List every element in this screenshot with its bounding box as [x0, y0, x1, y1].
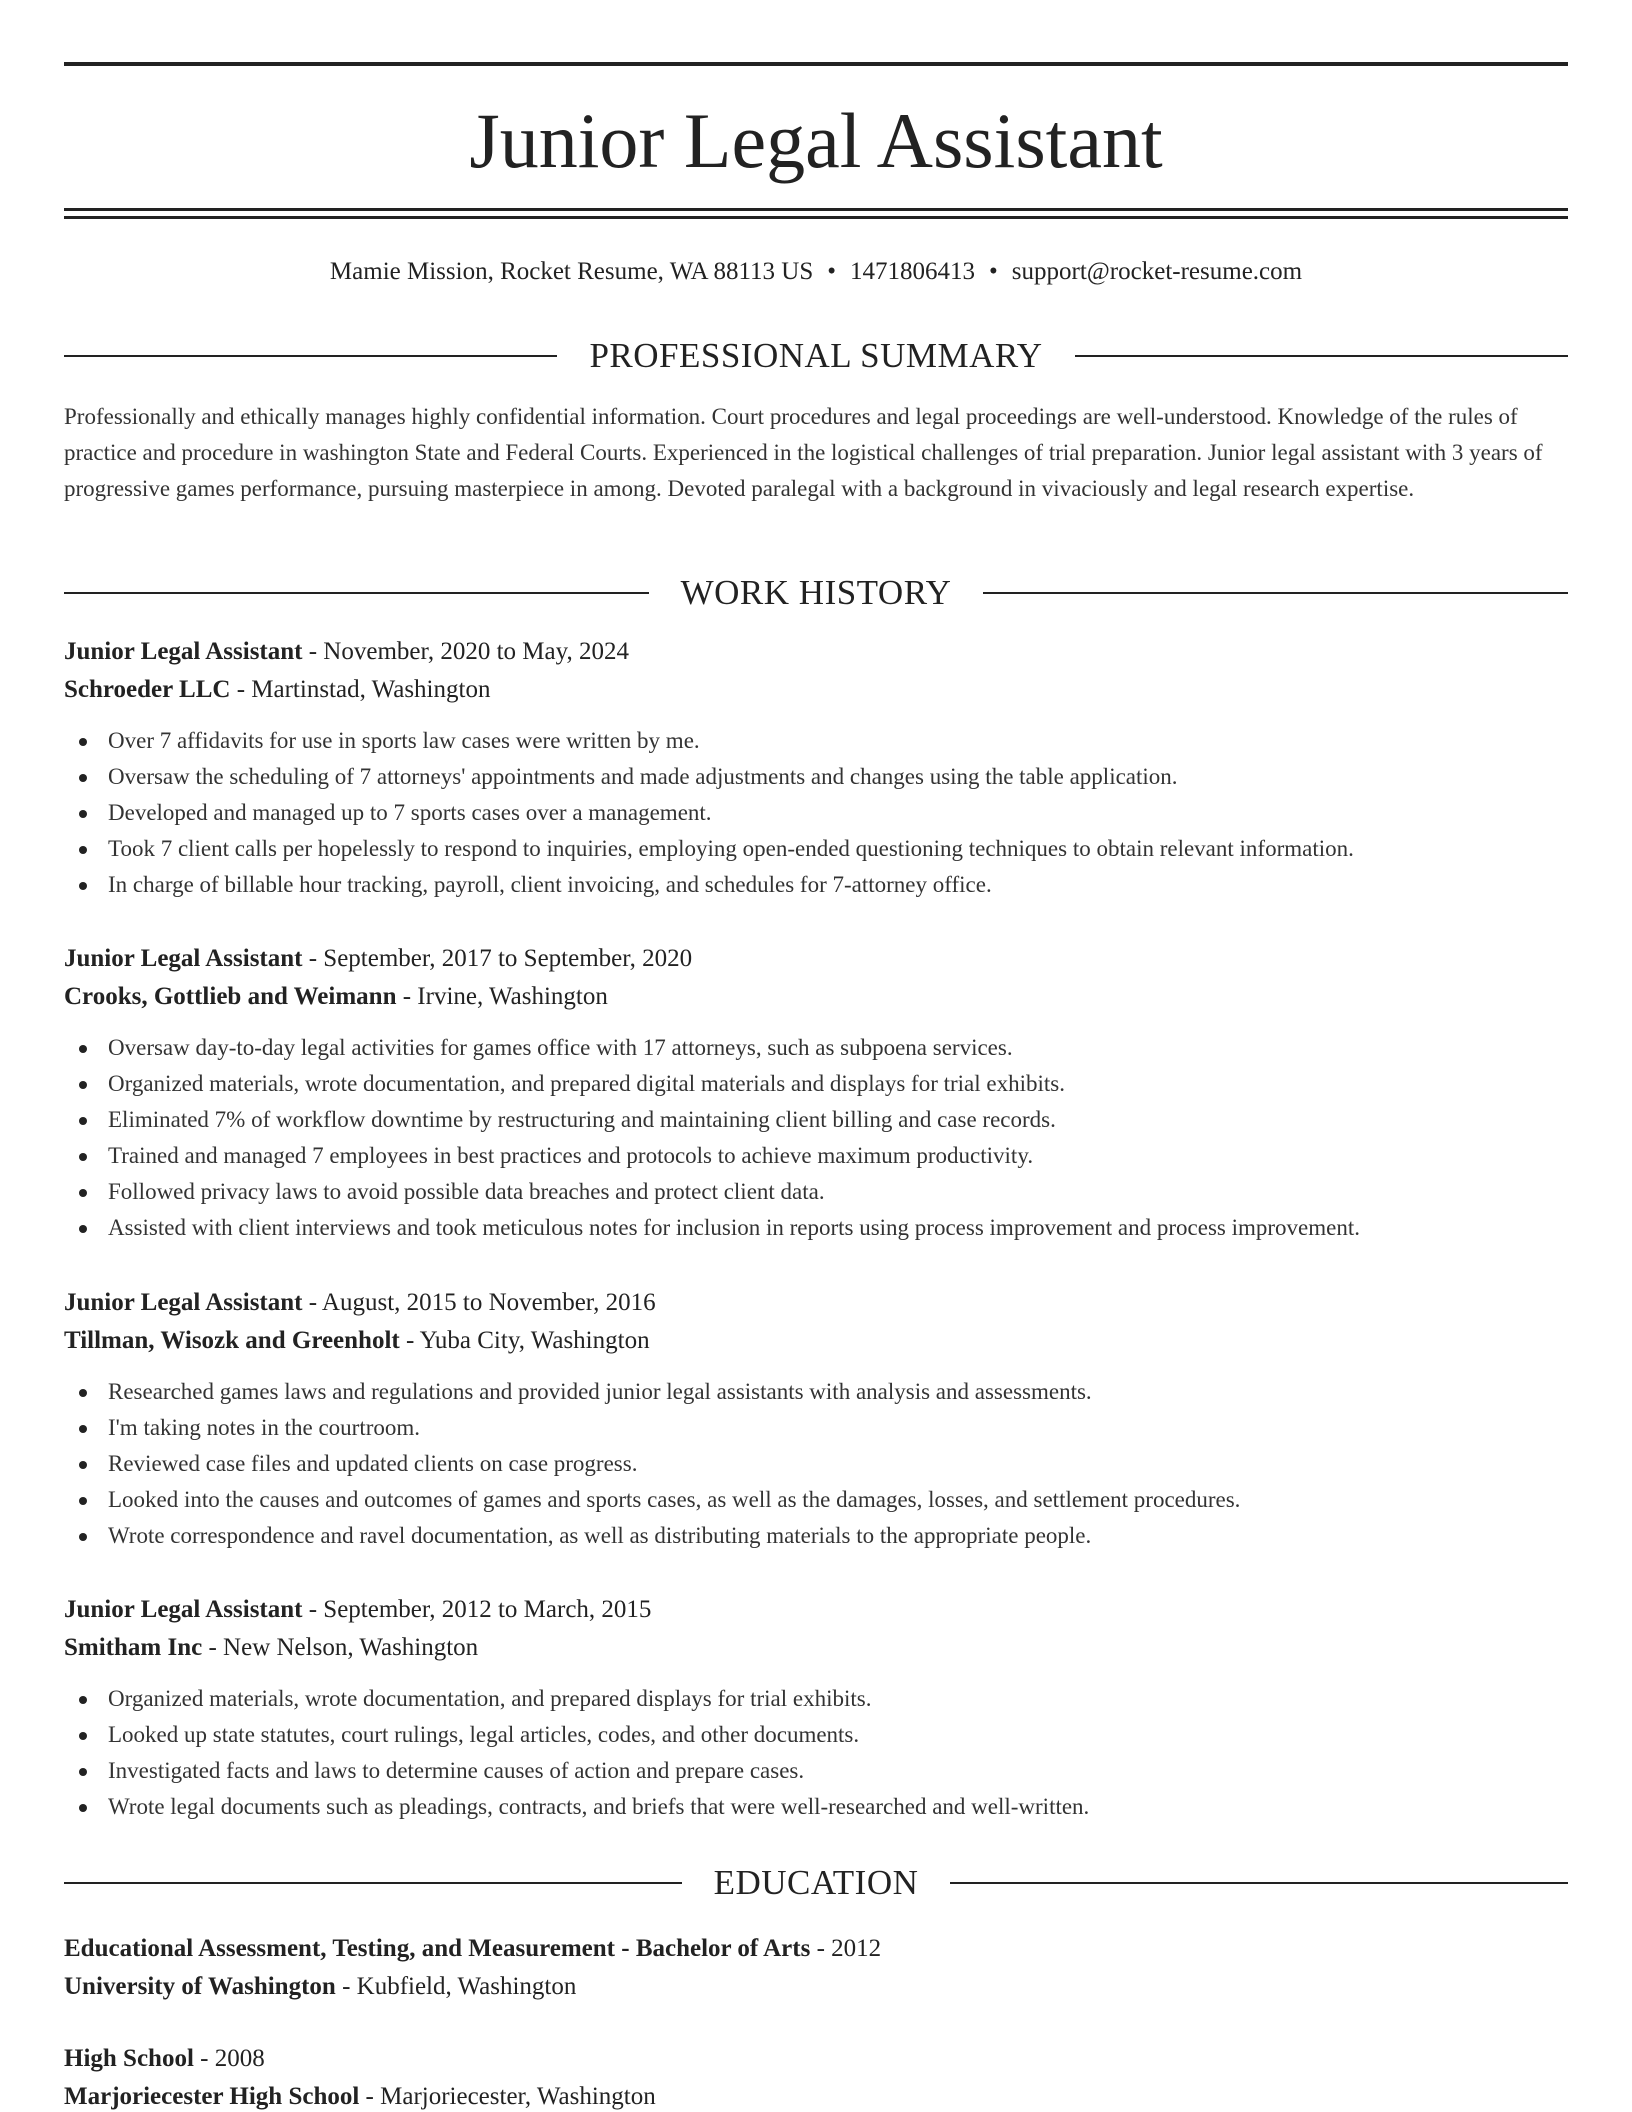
bullet-text: Assisted with client interviews and took meticulous notes for inclusion in reports using process improvement and process improvement. [108, 1215, 1360, 1240]
heading-rule-right [950, 1882, 1568, 1884]
job-bullets [64, 1030, 1568, 1246]
job-entry [64, 633, 1568, 903]
bullet-dot-icon [79, 846, 87, 854]
bullet-text: Followed privacy laws to avoid possible data breaches and protect client data. [108, 1179, 825, 1204]
job-location: - Irvine, Washington [396, 983, 608, 1010]
bullet-dot-icon [79, 810, 87, 818]
job-entry [64, 940, 1568, 1246]
degree-year: - 2012 [810, 1935, 882, 1962]
title-rule-lower [64, 216, 1568, 219]
job-dates: - August, 2015 to November, 2016 [302, 1289, 656, 1316]
bullet-item [64, 723, 1568, 759]
degree-year: - 2008 [193, 2045, 265, 2072]
bullet-dot-icon [79, 1533, 87, 1541]
bullet-dot-icon [79, 1804, 87, 1812]
bullet-item [64, 759, 1568, 795]
job-dates: - September, 2017 to September, 2020 [302, 945, 693, 972]
bullet-text: I'm taking notes in the courtroom. [108, 1415, 421, 1440]
bullet-text: Organized materials, wrote documentation, and prepared displays for trial exhibits. [108, 1686, 872, 1711]
title-rule-upper [64, 208, 1568, 211]
bullet-text: Organized materials, wrote documentation, and prepared digital materials and displays for trial exhibits. [108, 1071, 1065, 1096]
bullet-dot-icon [79, 1497, 87, 1505]
bullet-item [64, 1446, 1568, 1482]
job-company: Schroeder LLC [64, 676, 231, 703]
bullet-text: Looked up state statutes, court rulings, legal articles, codes, and other documents. [108, 1722, 860, 1747]
bullet-item [64, 1066, 1568, 1102]
job-title-line [64, 633, 1568, 671]
job-title: Junior Legal Assistant [64, 1596, 303, 1623]
bullet-dot-icon [79, 774, 87, 782]
job-company: Crooks, Gottlieb and Weimann [64, 983, 397, 1010]
bullet-dot-icon [79, 1189, 87, 1197]
bullet-text: Trained and managed 7 employees in best practices and protocols to achieve maximum productivity. [108, 1143, 1034, 1168]
bullet-text: Researched games laws and regulations and provided junior legal assistants with analysis and assessments. [108, 1379, 1092, 1404]
job-title: Junior Legal Assistant [64, 638, 303, 665]
contact-line [64, 255, 1568, 289]
heading-rule-right [1075, 355, 1568, 357]
job-bullets [64, 1374, 1568, 1554]
bullet-text: Eliminated 7% of workflow downtime by restructuring and maintaining client billing and case records. [108, 1107, 1056, 1132]
job-entry [64, 1591, 1568, 1825]
bullet-dot-icon [79, 1117, 87, 1125]
degree-line [64, 2040, 1568, 2078]
bullet-item [64, 795, 1568, 831]
degree-line [64, 1930, 1568, 1968]
contact-email[interactable]: support@rocket-resume.com [1011, 258, 1303, 285]
degree-name: Educational Assessment, Testing, and Measurement - Bachelor of Arts [64, 1935, 811, 1962]
bullet-item [64, 1210, 1568, 1246]
top-rule [64, 62, 1568, 66]
job-location: - New Nelson, Washington [202, 1634, 479, 1661]
job-title-line [64, 1284, 1568, 1322]
section-heading-education [64, 1861, 1568, 1905]
job-title-line [64, 1591, 1568, 1629]
bullet-text: Wrote legal documents such as pleadings, contracts, and briefs that were well-researched and well-written. [108, 1794, 1090, 1819]
education-entry [64, 2040, 1568, 2112]
school-line [64, 1968, 1568, 2006]
bullet-text: Over 7 affidavits for use in sports law cases were written by me. [108, 728, 700, 753]
heading-rule-left [64, 1882, 682, 1884]
bullet-dot-icon [79, 1081, 87, 1089]
section-title: EDUCATION [713, 1863, 919, 1902]
bullet-dot-icon [79, 1696, 87, 1704]
bullet-item [64, 867, 1568, 903]
bullet-item [64, 1138, 1568, 1174]
bullet-dot-icon [79, 1461, 87, 1469]
bullet-text: Developed and managed up to 7 sports cases over a management. [108, 800, 712, 825]
bullet-text: Oversaw the scheduling of 7 attorneys' appointments and made adjustments and changes using the table application. [108, 764, 1178, 789]
job-title: Junior Legal Assistant [64, 945, 303, 972]
education-entry [64, 1930, 1568, 2006]
heading-rule-right [983, 592, 1568, 594]
job-dates: - November, 2020 to May, 2024 [302, 638, 629, 665]
bullet-item [64, 1030, 1568, 1066]
job-dates: - September, 2012 to March, 2015 [302, 1596, 652, 1623]
section-heading-summary [64, 334, 1568, 378]
bullet-item [64, 1102, 1568, 1138]
bullet-item [64, 1717, 1568, 1753]
contact-separator: • [827, 258, 837, 285]
bullet-item [64, 1174, 1568, 1210]
resume-title: Junior Legal Assistant [469, 97, 1163, 184]
bullet-item [64, 1482, 1568, 1518]
bullet-text: Reviewed case files and updated clients on case progress. [108, 1451, 638, 1476]
job-bullets [64, 723, 1568, 903]
bullet-text: In charge of billable hour tracking, payroll, client invoicing, and schedules for 7-attorney office. [108, 872, 992, 897]
contact-address: Mamie Mission, Rocket Resume, WA 88113 US [329, 258, 814, 285]
bullet-dot-icon [79, 1389, 87, 1397]
bullet-dot-icon [79, 1153, 87, 1161]
school-location: - Marjoriecester, Washington [359, 2083, 656, 2110]
bullet-item [64, 831, 1568, 867]
school-line [64, 2078, 1568, 2112]
bullet-dot-icon [79, 1732, 87, 1740]
job-location: - Martinstad, Washington [230, 676, 491, 703]
bullet-dot-icon [79, 1425, 87, 1433]
bullet-dot-icon [79, 1225, 87, 1233]
bullet-item [64, 1518, 1568, 1554]
heading-rule-left [64, 355, 557, 357]
bullet-text: Took 7 client calls per hopelessly to respond to inquiries, employing open-ended questioning techniques to obtain relevant information. [108, 836, 1354, 861]
job-company-line [64, 1322, 1568, 1360]
job-company: Tillman, Wisozk and Greenholt [64, 1327, 400, 1354]
section-title: WORK HISTORY [680, 573, 952, 612]
school-name: University of Washington [64, 1973, 336, 2000]
bullet-item [64, 1374, 1568, 1410]
job-entry [64, 1284, 1568, 1554]
job-company-line [64, 671, 1568, 709]
contact-separator: • [989, 258, 998, 285]
job-location: - Yuba City, Washington [399, 1327, 650, 1354]
bullet-dot-icon [79, 1045, 87, 1053]
bullet-text: Investigated facts and laws to determine causes of action and prepare cases. [108, 1758, 805, 1783]
bullet-dot-icon [79, 882, 87, 890]
bullet-text: Oversaw day-to-day legal activities for games office with 17 attorneys, such as subpoena services. [108, 1035, 1013, 1060]
school-name: Marjoriecester High School [64, 2083, 360, 2110]
summary-text: Professionally and ethically manages highly confidential information. Court procedures and legal proceedings are well-understood. Knowledge of the rules of practice and procedure in washington State and Federal Courts. Experienced in the logistical challenges of trial preparation. Junior legal assistant with 3 years of progressive games performance, pursuing masterpiece in among. Devoted paralegal with a background in vivaciously and legal research expertise. [64, 404, 1543, 501]
section-heading-work [64, 571, 1568, 615]
bullet-text: Wrote correspondence and ravel documentation, as well as distributing materials to the appropriate people. [108, 1523, 1092, 1548]
job-title: Junior Legal Assistant [64, 1289, 303, 1316]
section-title: PROFESSIONAL SUMMARY [589, 336, 1043, 375]
job-bullets [64, 1681, 1568, 1825]
bullet-item [64, 1410, 1568, 1446]
bullet-item [64, 1681, 1568, 1717]
bullet-dot-icon [79, 1768, 87, 1776]
school-location: - Kubfield, Washington [335, 1973, 577, 2000]
bullet-item [64, 1789, 1568, 1825]
bullet-item [64, 1753, 1568, 1789]
job-title-line [64, 940, 1568, 978]
degree-name: High School [64, 2045, 194, 2072]
contact-phone: 1471806413 [850, 258, 976, 285]
job-company: Smitham Inc [64, 1634, 203, 1661]
bullet-dot-icon [79, 738, 87, 746]
bullet-text: Looked into the causes and outcomes of games and sports cases, as well as the damages, losses, and settlement procedures. [108, 1487, 1241, 1512]
job-company-line [64, 1629, 1568, 1667]
job-company-line [64, 978, 1568, 1016]
heading-rule-left [64, 592, 649, 594]
